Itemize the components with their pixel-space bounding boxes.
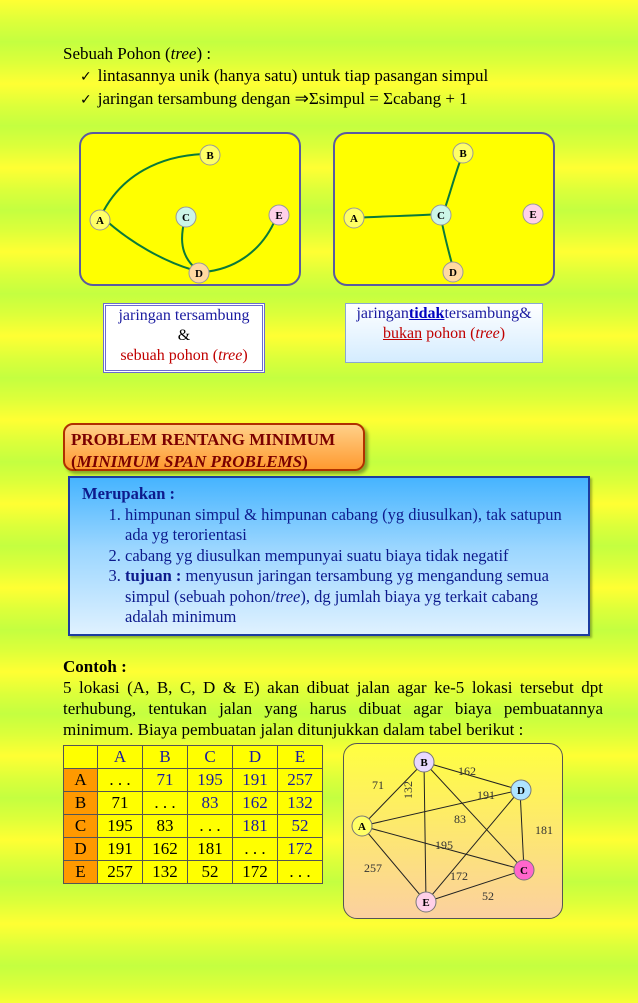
table-row xyxy=(64,838,323,861)
table-cell: 132 xyxy=(143,861,188,884)
table-cell: 71 xyxy=(143,769,188,792)
checkmark-icon: ✓ xyxy=(80,92,92,108)
table-cell: 191 xyxy=(98,838,143,861)
table-cell: . . . xyxy=(188,815,233,838)
weight-ac: 195 xyxy=(435,838,453,852)
table-cell: 71 xyxy=(98,792,143,815)
network-node-d: D xyxy=(517,785,525,797)
table-cell: 162 xyxy=(233,792,278,815)
example-title: Contoh : xyxy=(63,657,127,676)
example-text xyxy=(63,656,603,740)
graph1-node-b: B xyxy=(206,150,214,162)
caption-connected-tree: jaringan tersambung & sebuah pohon (tree) xyxy=(103,303,265,373)
weight-be: 132 xyxy=(401,781,415,799)
weight-ae: 257 xyxy=(364,861,382,875)
table-cell: 162 xyxy=(143,838,188,861)
weight-ab: 71 xyxy=(372,778,384,792)
weight-ec: 52 xyxy=(482,889,494,903)
table-cell: 52 xyxy=(188,861,233,884)
table-cell: 257 xyxy=(278,769,323,792)
graph2-node-b: B xyxy=(459,148,467,160)
table-cell: . . . xyxy=(98,769,143,792)
graph1-node-d: D xyxy=(195,268,203,280)
graph1-node-c: C xyxy=(182,212,190,224)
graph1-node-e: E xyxy=(275,210,283,222)
panel-item-3: 3. tujuan : menyusun jaringan tersambung yg mengandung semua simpul (sebuah pohon/tree), dg jumlah biaya yg terkait cabang adalah minimum xyxy=(125,566,578,628)
graph2-node-a: A xyxy=(350,213,358,225)
intro-title: Sebuah Pohon (tree) : xyxy=(63,44,212,63)
column-header: B xyxy=(143,746,188,769)
network-node-c: C xyxy=(520,865,528,877)
table-cell: 172 xyxy=(233,861,278,884)
table-cell: 181 xyxy=(188,838,233,861)
table-row xyxy=(64,769,323,792)
graph2-node-d: D xyxy=(449,267,457,279)
caption-not-tree: jaringantidaktersambung& bukan pohon (tree) xyxy=(345,303,543,363)
weight-bc: 83 xyxy=(454,812,466,826)
network-node-e: E xyxy=(422,897,430,909)
network-diagram xyxy=(343,743,563,919)
graph2-node-e: E xyxy=(529,209,537,221)
table-row xyxy=(64,792,323,815)
table-cell: . . . xyxy=(233,838,278,861)
section-heading: PROBLEM RENTANG MINIMUM (MINIMUM SPAN PROBLEMS) xyxy=(63,423,365,471)
column-header: A xyxy=(98,746,143,769)
table-row xyxy=(64,861,323,884)
weight-bd: 162 xyxy=(458,764,476,778)
row-header: C xyxy=(64,815,98,838)
column-header: C xyxy=(188,746,233,769)
table-cell: 181 xyxy=(233,815,278,838)
network-node-a: A xyxy=(358,821,366,833)
row-header: A xyxy=(64,769,98,792)
checkmark-icon: ✓ xyxy=(80,69,92,85)
panel-item-2: 2. cabang yg diusulkan mempunyai suatu biaya tidak negatif xyxy=(125,546,578,567)
table-cell: . . . xyxy=(143,792,188,815)
table-cell: 195 xyxy=(188,769,233,792)
weight-ed: 172 xyxy=(450,869,468,883)
column-header: E xyxy=(278,746,323,769)
table-cell: 172 xyxy=(278,838,323,861)
graph1-node-a: A xyxy=(96,215,104,227)
column-header: D xyxy=(233,746,278,769)
table-cell: 52 xyxy=(278,815,323,838)
row-header: E xyxy=(64,861,98,884)
intro-bullet-1: ✓ lintasannya unik (hanya satu) untuk tiap pasangan simpul xyxy=(80,66,489,85)
table-cell: 132 xyxy=(278,792,323,815)
row-header: D xyxy=(64,838,98,861)
panel-item-1: 1. himpunan simpul & himpunan cabang (yg diusulkan), tak satupun ada yg terorientasi xyxy=(125,505,578,546)
table-cell: 191 xyxy=(233,769,278,792)
example-body: 5 lokasi (A, B, C, D & E) akan dibuat jalan agar ke-5 lokasi tersebut dpt terhubung, tentukan jalan yang harus dibuat agar biaya pembuatannya minimum. Biaya pembuatan jalan ditunjukkan dalam tabel berikut : xyxy=(63,678,603,739)
graph-not-connected xyxy=(333,132,555,286)
table-cell: . . . xyxy=(278,861,323,884)
table-row xyxy=(64,815,323,838)
table-cell: 257 xyxy=(98,861,143,884)
weight-dc: 181 xyxy=(535,823,553,837)
table-cell: 195 xyxy=(98,815,143,838)
panel-title: Merupakan : xyxy=(82,484,176,503)
graph-tree-connected xyxy=(79,132,301,286)
intro-text xyxy=(63,43,488,111)
network-node-b: B xyxy=(420,757,428,769)
intro-bullet-2: ✓ jaringan tersambung dengan ⇒Σsimpul = Σcabang + 1 xyxy=(80,89,468,108)
weight-ad: 191 xyxy=(477,788,495,802)
table-cell: 83 xyxy=(188,792,233,815)
graph2-node-c: C xyxy=(437,210,445,222)
cost-table xyxy=(63,745,323,884)
definition-panel xyxy=(68,476,590,636)
row-header: B xyxy=(64,792,98,815)
table-cell: 83 xyxy=(143,815,188,838)
